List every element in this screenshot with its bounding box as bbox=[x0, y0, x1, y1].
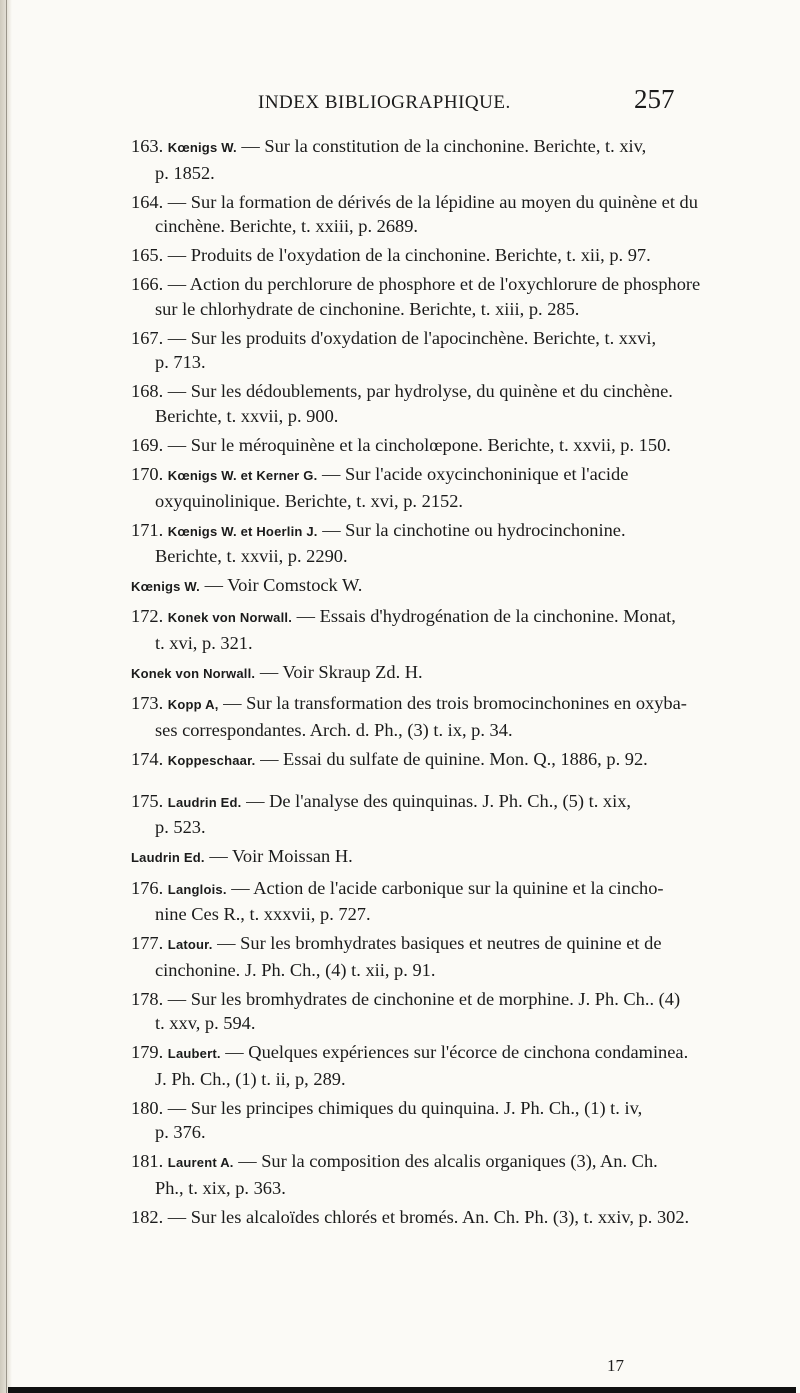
bibliography-entry bbox=[131, 326, 731, 375]
entry-text: p. 713. bbox=[155, 352, 206, 373]
entry-text: — Sur la constitution de la cinchonine. Berichte, t. xiv, bbox=[241, 136, 647, 156]
bibliography-entry bbox=[131, 134, 731, 185]
entry-number: 167. bbox=[131, 327, 164, 348]
entry-number: 180. bbox=[131, 1097, 164, 1118]
entry-line bbox=[131, 987, 731, 1012]
entry-line bbox=[131, 815, 731, 840]
entry-number: 182. bbox=[131, 1207, 164, 1228]
bibliography-entry bbox=[131, 190, 731, 239]
entry-text: — Sur les dédoublements, par hydrolyse, du quinène et du cinchène. bbox=[167, 381, 673, 402]
entry-author: Konek von Norwall. bbox=[131, 666, 256, 682]
bibliography-entry bbox=[131, 691, 731, 742]
entry-line bbox=[131, 1149, 731, 1176]
entry-line bbox=[131, 404, 731, 429]
entry-text: J. Ph. Ch., (1) t. ii, p, 289. bbox=[155, 1068, 346, 1089]
entry-line bbox=[131, 1067, 731, 1092]
entry-line bbox=[131, 379, 731, 404]
page-number: 257 bbox=[634, 84, 675, 114]
entry-text: — Action du perchlorure de phosphore et de l'oxychlorure de phosphore bbox=[167, 274, 701, 295]
entry-number: 178. bbox=[131, 988, 164, 1009]
entry-text: Ph., t. xix, p. 363. bbox=[155, 1177, 286, 1198]
entry-number: 169. bbox=[131, 435, 164, 456]
entry-text: cinchonine. J. Ph. Ch., (4) t. xii, p. 91. bbox=[155, 959, 436, 980]
entry-text: — Sur la cinchotine ou hydrocinchonine. bbox=[322, 519, 626, 540]
entry-line bbox=[131, 190, 731, 215]
entry-author: Kœnigs W. bbox=[167, 140, 237, 155]
entry-line bbox=[131, 631, 731, 656]
bibliography-entry bbox=[131, 379, 731, 428]
entry-number: 166. bbox=[131, 274, 164, 295]
entry-number: 171. bbox=[131, 519, 164, 540]
entry-line bbox=[131, 604, 731, 631]
bibliography-entry bbox=[131, 518, 731, 569]
entry-number: 181. bbox=[131, 1151, 164, 1172]
entry-text: — Sur les bromhydrates basiques et neutres de quinine et de bbox=[217, 933, 662, 954]
entry-text: sur le chlorhydrate de cinchonine. Berichte, t. xiii, p. 285. bbox=[155, 298, 580, 319]
entry-author: Kœnigs W. et Kerner G. bbox=[167, 468, 318, 484]
entry-line bbox=[131, 747, 731, 774]
entry-line bbox=[131, 931, 731, 958]
entry-text: ses correspondantes. Arch. d. Ph., (3) t. ix, p. 34. bbox=[155, 719, 513, 740]
entry-number: 165. bbox=[131, 245, 164, 266]
entry-text: — Sur les principes chimiques du quinquina. J. Ph. Ch., (1) t. iv, bbox=[167, 1097, 643, 1118]
entry-text: p. 523. bbox=[155, 817, 206, 838]
running-head: INDEX BIBLIOGRAPHIQUE. bbox=[258, 92, 511, 113]
entry-line bbox=[131, 518, 731, 545]
entry-line bbox=[131, 691, 731, 718]
bibliography-entry bbox=[131, 604, 731, 655]
bibliography-entry bbox=[131, 789, 731, 840]
bibliography-entry bbox=[131, 573, 731, 600]
entry-author: Kœnigs W. et Hoerlin J. bbox=[167, 523, 318, 539]
entry-text: — Voir Comstock W. bbox=[204, 575, 363, 596]
entry-line bbox=[131, 573, 731, 600]
bibliography-entry bbox=[131, 844, 731, 871]
entry-author: Laudrin Ed. bbox=[131, 850, 205, 866]
entry-text: — Produits de l'oxydation de la cinchonine. Berichte, t. xii, p. 97. bbox=[167, 245, 651, 266]
page-bottom-edge bbox=[8, 1387, 796, 1393]
section-gap bbox=[131, 778, 731, 789]
page-header bbox=[0, 84, 800, 122]
bibliography-entry bbox=[131, 243, 731, 268]
entry-text: — Sur les produits d'oxydation de l'apocinchène. Berichte, t. xxvi, bbox=[167, 327, 657, 348]
entry-text: — Sur la transformation des trois bromocinchonines en oxyba- bbox=[223, 693, 687, 714]
entry-text: Berichte, t. xxvii, p. 2290. bbox=[155, 546, 348, 567]
entry-line bbox=[131, 326, 731, 351]
bibliography-entry bbox=[131, 1205, 731, 1230]
entry-number: 175. bbox=[131, 790, 164, 811]
entry-line bbox=[131, 876, 731, 903]
bibliography-list bbox=[131, 134, 731, 1234]
entry-text: Berichte, t. xxvii, p. 900. bbox=[155, 405, 339, 426]
entry-line bbox=[131, 1176, 731, 1201]
bibliography-entry bbox=[131, 1096, 731, 1145]
entry-author: Konek von Norwall. bbox=[167, 610, 293, 626]
entry-text: — Quelques expériences sur l'écorce de cinchona condaminea. bbox=[225, 1042, 689, 1063]
entry-number: 164. bbox=[131, 191, 164, 212]
entry-line bbox=[131, 718, 731, 743]
entry-number: 170. bbox=[131, 464, 164, 485]
entry-text: — Sur les alcaloïdes chlorés et bromés. An. Ch. Ph. (3), t. xxiv, p. 302. bbox=[167, 1207, 690, 1228]
entry-number: 174. bbox=[131, 748, 164, 769]
entry-number: 173. bbox=[131, 693, 164, 714]
entry-line bbox=[131, 462, 731, 489]
printer-signature: 17 bbox=[607, 1356, 624, 1375]
bibliography-entry bbox=[131, 1149, 731, 1200]
entry-author: Laurent A. bbox=[167, 1155, 234, 1171]
entry-text: nine Ces R., t. xxxvii, p. 727. bbox=[155, 904, 371, 924]
bibliography-entry bbox=[131, 660, 731, 687]
entry-author: Koppeschaar. bbox=[167, 752, 256, 768]
bibliography-entry bbox=[131, 1040, 731, 1091]
entry-text: t. xxv, p. 594. bbox=[155, 1013, 256, 1034]
bibliography-entry bbox=[131, 876, 731, 927]
entry-line bbox=[131, 272, 731, 297]
entry-text: — Sur la formation de dérivés de la lépidine au moyen du quinène et du bbox=[167, 191, 698, 212]
entry-line bbox=[131, 902, 731, 927]
entry-line bbox=[131, 844, 731, 871]
entry-text: — Sur le méroquinène et la cincholœpone. Berichte, t. xxvii, p. 150. bbox=[167, 435, 671, 456]
page-binding-edge bbox=[6, 0, 7, 1393]
entry-text: — Sur la composition des alcalis organiques (3), An. Ch. bbox=[238, 1151, 658, 1172]
entry-line bbox=[131, 544, 731, 569]
entry-author: Langlois. bbox=[167, 881, 227, 897]
entry-text: p. 376. bbox=[155, 1122, 206, 1143]
entry-number: 163. bbox=[131, 136, 164, 156]
entry-line bbox=[131, 1040, 731, 1067]
bibliography-entry bbox=[131, 462, 731, 513]
entry-number: 179. bbox=[131, 1042, 164, 1063]
entry-text: oxyquinolinique. Berichte, t. xvi, p. 2152. bbox=[155, 490, 464, 511]
bibliography-entry bbox=[131, 747, 731, 774]
entry-line bbox=[131, 1120, 731, 1145]
entry-text: t. xvi, p. 321. bbox=[155, 632, 253, 653]
entry-author: Latour. bbox=[167, 937, 213, 953]
entry-text: — Action de l'acide carbonique sur la quinine et la cincho- bbox=[231, 877, 664, 898]
entry-text: — Sur les bromhydrates de cinchonine et de morphine. J. Ph. Ch.. (4) bbox=[167, 988, 681, 1009]
entry-line bbox=[131, 1011, 731, 1036]
entry-line bbox=[131, 1205, 731, 1230]
entry-line bbox=[131, 297, 731, 322]
entry-line bbox=[131, 958, 731, 983]
bibliography-entry bbox=[131, 931, 731, 982]
entry-line bbox=[131, 789, 731, 816]
entry-line bbox=[131, 243, 731, 268]
entry-text: — Voir Moissan H. bbox=[209, 846, 353, 867]
entry-text: p. 1852. bbox=[155, 162, 215, 183]
entry-text: — Essais d'hydrogénation de la cinchonine. Monat, bbox=[296, 606, 676, 627]
entry-author: Laubert. bbox=[167, 1046, 221, 1062]
bibliography-entry bbox=[131, 987, 731, 1036]
entry-author: Laudrin Ed. bbox=[167, 794, 242, 810]
entry-number: 176. bbox=[131, 877, 164, 898]
entry-text: — Voir Skraup Zd. H. bbox=[259, 662, 423, 683]
entry-author: Kœnigs W. bbox=[131, 579, 200, 595]
entry-text: cinchène. Berichte, t. xxiii, p. 2689. bbox=[155, 216, 419, 237]
entry-number: 168. bbox=[131, 381, 164, 402]
entry-text: — Sur l'acide oxycinchoninique et l'acide bbox=[322, 464, 629, 485]
bibliography-entry bbox=[131, 433, 731, 458]
entry-line bbox=[131, 1096, 731, 1121]
entry-line bbox=[131, 350, 731, 375]
entry-text: — Essai du sulfate de quinine. Mon. Q., 1886, p. 92. bbox=[260, 748, 648, 769]
entry-line bbox=[131, 134, 731, 161]
entry-author: Kopp A, bbox=[167, 697, 219, 713]
entry-number: 177. bbox=[131, 933, 164, 954]
entry-number: 172. bbox=[131, 606, 164, 627]
entry-line bbox=[131, 161, 731, 186]
entry-line bbox=[131, 660, 731, 687]
bibliography-entry bbox=[131, 272, 731, 321]
entry-line bbox=[131, 214, 731, 239]
entry-line bbox=[131, 489, 731, 514]
entry-line bbox=[131, 433, 731, 458]
entry-text: — De l'analyse des quinquinas. J. Ph. Ch., (5) t. xix, bbox=[246, 790, 631, 811]
